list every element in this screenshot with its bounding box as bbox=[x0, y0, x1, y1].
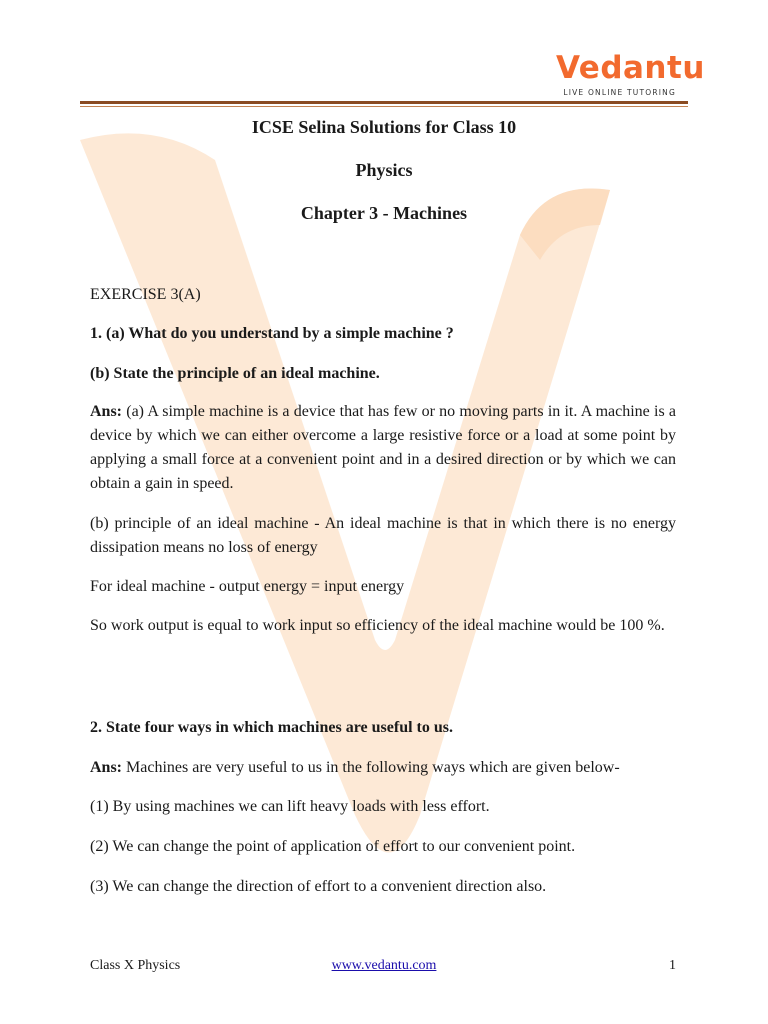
exercise-heading: EXERCISE 3(A) bbox=[90, 286, 201, 303]
chapter-title: Chapter 3 - Machines bbox=[300, 203, 468, 223]
vedantu-logo bbox=[556, 50, 705, 97]
question-1b: (b) State the principle of an ideal machine. bbox=[90, 365, 380, 382]
answer-2-point-3: (3) We can change the direction of effort to a convenient direction also. bbox=[90, 878, 547, 895]
answer-1c: For ideal machine - output energy = input energy bbox=[90, 578, 405, 595]
answer-2-point-2: (2) We can change the point of application of effort to our convenient point. bbox=[90, 838, 576, 855]
footer-website-link[interactable]: www.vedantu.com bbox=[331, 958, 437, 973]
footer-class: Class X Physics bbox=[90, 958, 181, 973]
header-rule-thin bbox=[80, 106, 688, 107]
answer-label: Ans: bbox=[90, 403, 123, 420]
question-2: 2. State four ways in which machines are useful to us. bbox=[90, 719, 453, 736]
answer-1d: So work output is equal to work input so efficiency of the ideal machine would be 100 %. bbox=[90, 617, 665, 634]
document-title: ICSE Selina Solutions for Class 10 bbox=[251, 117, 517, 137]
page-number: 1 bbox=[669, 958, 676, 973]
header-rule-thick bbox=[80, 101, 688, 104]
logo-tagline: LIVE ONLINE TUTORING bbox=[563, 88, 676, 97]
question-1a: 1. (a) What do you understand by a simple machine ? bbox=[90, 325, 454, 342]
answer-label: Ans: bbox=[90, 759, 123, 776]
answer-1b: (b) principle of an ideal machine - An ideal machine is that in which there is no energy dissipation means no loss of energy bbox=[90, 515, 676, 556]
answer-1a-text: (a) A simple machine is a device that has few or no moving parts in it. A machine is a device by which we can either overcome a large resistive force or a load at some point by applying a small force at a convenient point and in a desired direction or by which we can obtain a gain in speed. bbox=[90, 403, 676, 492]
answer-2-text: Machines are very useful to us in the following ways which are given below- bbox=[126, 759, 620, 776]
subject-title: Physics bbox=[355, 160, 413, 180]
answer-1a bbox=[90, 400, 676, 496]
answer-2 bbox=[90, 756, 676, 780]
logo-wordmark: Vedantu bbox=[556, 50, 705, 86]
answer-2-point-1: (1) By using machines we can lift heavy loads with less effort. bbox=[90, 798, 490, 815]
